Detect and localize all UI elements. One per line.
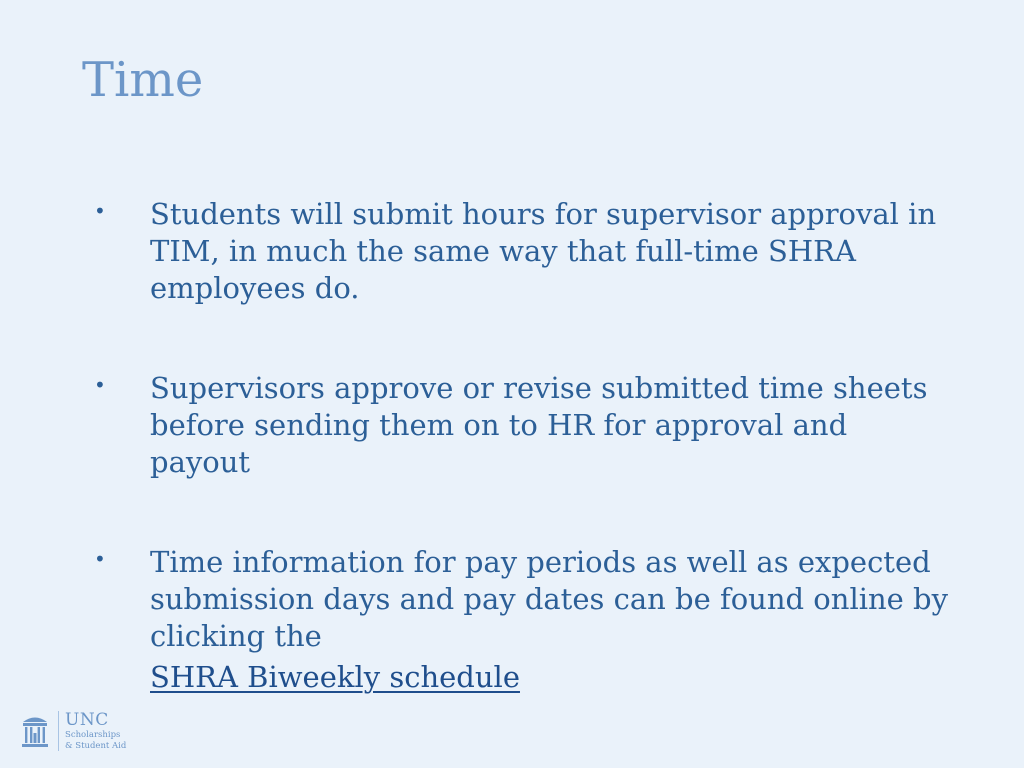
bullet-item (92, 370, 952, 481)
logo-text (65, 711, 126, 752)
bullet-list (92, 196, 952, 759)
bullet-text: Time information for pay periods as well as expected submission days and pay dates can be found online by clicking the (150, 545, 948, 653)
bullet-symbol: • (94, 199, 106, 223)
logo-line1: Scholarships (65, 729, 121, 740)
bullet-text: Supervisors approve or revise submitted time sheets before sending them on to HR for approval and payout (150, 371, 928, 479)
unc-logo (20, 708, 126, 754)
bullet-item (92, 196, 952, 307)
logo-unc: UNC (65, 709, 109, 730)
bullet-text: Students will submit hours for supervisor approval in TIM, in much the same way that full-time SHRA employees do. (150, 197, 937, 305)
bullet-item (92, 544, 952, 696)
logo-divider (58, 711, 59, 751)
bullet-symbol: • (94, 547, 106, 571)
old-well-icon (20, 711, 50, 751)
bullet-symbol: • (94, 373, 106, 397)
slide-title: Time (82, 52, 204, 108)
logo-line2: & Student Aid (65, 740, 127, 751)
shra-biweekly-schedule-link[interactable]: SHRA Biweekly schedule (150, 660, 520, 694)
